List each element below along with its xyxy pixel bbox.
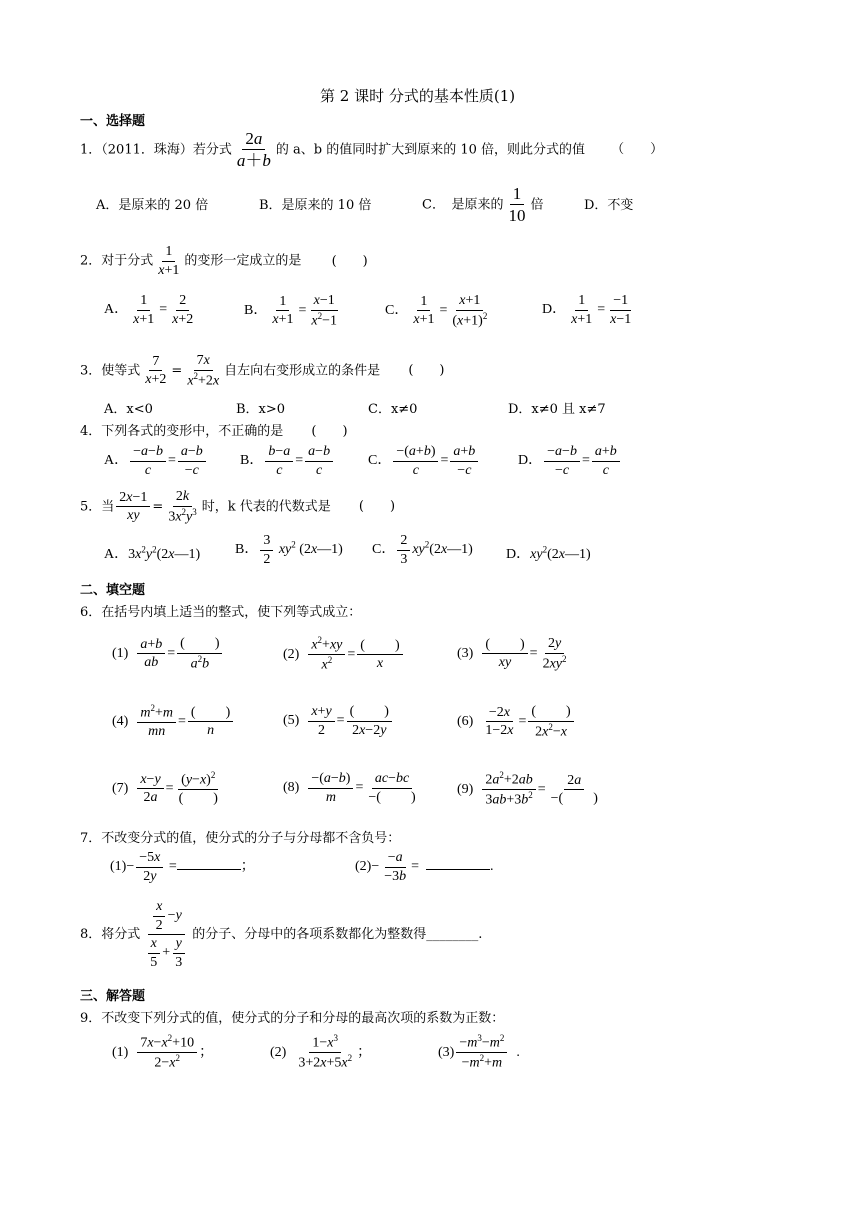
q2-option-d: D． $\frac{1}{x+1}$ = $\frac{-1}{x-1}$ bbox=[542, 293, 632, 327]
q1-option-c-frac: $\frac{1}{10}$ bbox=[508, 184, 526, 226]
q2-post: 的变形一定成立的是 bbox=[184, 253, 302, 269]
q1-option-c-pre: C． 是原来的 bbox=[422, 197, 504, 213]
question-5: 5．当 $\frac{2x-1}{xy}$ = $\frac{2k}{3x^2y^3}$ 时，k 代表的代数式是 ( ) bbox=[80, 489, 396, 525]
section-heading-answer: 三、解答题 bbox=[80, 989, 146, 1004]
q6-item-3: (3) $\frac{( )}{xy}$ = $\frac{2y}{2xy^2}$ bbox=[457, 636, 567, 672]
q9-item-1: (1) $\frac{7x-x^2+10}{2-x^2}$ ； bbox=[112, 1033, 214, 1071]
q5-frac-left: $\frac{2x-1}{xy}$ bbox=[116, 489, 150, 525]
q5-option-c: C． $\frac{2}{3}$ $xy^2(2x—1)$ bbox=[372, 533, 473, 567]
q1-post: 的 a、b 的值同时扩大到原来的 10 倍，则此分式的值 bbox=[275, 142, 586, 158]
q4-option-d: D． $\frac{-a-b}{-c}$ = $\frac{a+b}{c}$ bbox=[518, 443, 622, 479]
q6-item-7: (7) $\frac{x-y}{2a}$ = $\frac{(y-x)^2}{( )}$ bbox=[112, 770, 218, 807]
q6-item-6: (6) $\frac{-2x}{1-2x}$ = $\frac{( )}{2x^2-x}$ bbox=[457, 703, 576, 741]
q1-option-c-post: 倍 bbox=[530, 197, 544, 213]
q1-option-a: A．是原来的 20 倍 bbox=[96, 198, 209, 213]
question-2 bbox=[80, 243, 368, 279]
q4-text: 4．下列各式的变形中，不正确的是 bbox=[80, 424, 284, 439]
q6-item-8: (8) $\frac{-(a-b)}{m}$ = $\frac{ac-bc}{-( )}$ bbox=[283, 771, 416, 805]
q6-item-4: (4) $\frac{m^2+m}{mn}$ = $\frac{( )}{n}$ bbox=[112, 703, 235, 741]
q3-frac-right: $\frac{7x}{x^2+2x}$ bbox=[187, 353, 220, 389]
question-6: 6．在括号内填上适当的整式，使下列等式成立： bbox=[80, 605, 362, 620]
q6-item-2: (2) $\frac{x^2+xy}{x^2}$ = $\frac{( )}{x}$ bbox=[283, 635, 405, 674]
q1-paren: （ ） bbox=[611, 142, 664, 158]
q8-post: 的分子、分母中的各项系数都化为整数得________. bbox=[192, 927, 483, 942]
q3-option-a: A．x<0 bbox=[104, 402, 153, 417]
q3-option-c: C．x≠0 bbox=[368, 402, 418, 417]
q1-pre: 1．（2011．珠海）若分式 bbox=[80, 142, 232, 158]
q4-option-b: B． $\frac{b-a}{c}$ = $\frac{a-b}{c}$ bbox=[240, 443, 335, 479]
q2-option-a: A． $\frac{1}{x+1}$ = $\frac{2}{x+2}$ bbox=[104, 293, 194, 327]
question-3: 3．使等式 $\frac{7}{x+2}$ = $\frac{7x}{x^2+2x}$ 自左向右变形成立的条件是 ( ) bbox=[80, 353, 445, 389]
q3-paren: ( ) bbox=[408, 363, 445, 379]
q8-compound-fraction: $\frac{x}{2}$ −y $\frac{x}{5}$ + $\frac{y}{3}$ bbox=[142, 898, 190, 971]
q2-fraction: $\frac{1}{x+1}$ bbox=[158, 244, 180, 278]
q5-frac-right: $\frac{2k}{3x^2y^3}$ bbox=[168, 489, 197, 525]
q5-pre: 5．当 bbox=[80, 499, 115, 515]
q3-frac-left: $\frac{7}{x+2}$ bbox=[145, 353, 167, 388]
q5-option-d: D．$xy^2(2x—1)$ bbox=[506, 544, 591, 562]
q4-paren: ( ) bbox=[311, 424, 348, 439]
q9-item-2: (2) $\frac{1-x^3}{3+2x+5x^2}$ ； bbox=[270, 1033, 372, 1071]
q5-option-b: B． $\frac{3}{2}$ $xy^2$ (2x—1) bbox=[235, 533, 343, 567]
q6-item-9: (9) $\frac{2a^2+2ab}{3ab+3b^2}$ = $\frac{2a}{-( )}$ bbox=[457, 770, 598, 808]
q8-pre: 8．将分式 bbox=[80, 927, 141, 942]
q3-post: 自左向右变形成立的条件是 bbox=[224, 363, 381, 379]
q3-pre: 3．使等式 bbox=[80, 363, 141, 379]
question-1 bbox=[80, 128, 663, 172]
question-8 bbox=[80, 898, 482, 971]
q5-option-a: A．$3x^2y^2(2x—1)$ bbox=[104, 544, 201, 562]
q1-option-b: B．是原来的 10 倍 bbox=[259, 198, 372, 213]
q2-option-b: B． $\frac{1}{x+1}$ = $\frac{x-1}{x^2-1}$ bbox=[244, 293, 337, 329]
question-4 bbox=[80, 420, 348, 439]
q2-pre: 2．对于分式 bbox=[80, 253, 154, 269]
page-title: 第 2 课时 分式的基本性质(1) bbox=[320, 87, 516, 105]
q3-option-d: D．x≠0 且 x≠7 bbox=[508, 402, 606, 417]
q7-item-2: (2)− $\frac{-a}{-3b}$ = . bbox=[355, 850, 494, 884]
q3-option-b: B．x>0 bbox=[236, 402, 286, 417]
q7-item-1: (1)− $\frac{-5x}{2y}$ = ； bbox=[110, 850, 255, 884]
q6-item-1: (1) $\frac{a+b}{ab}$ = $\frac{( )}{a^2b}$ bbox=[112, 635, 224, 673]
q5-paren: ( ) bbox=[358, 499, 396, 515]
q4-option-a: A． $\frac{-a-b}{c}$ = $\frac{a-b}{-c}$ bbox=[104, 443, 208, 479]
q2-paren: ( ) bbox=[331, 253, 368, 269]
question-9: 9．不改变下列分式的值，使分式的分子和分母的最高次项的系数为正数： bbox=[80, 1011, 505, 1026]
q2-option-c: C． $\frac{1}{x+1}$ = $\frac{x+1}{(x+1)^2}$ bbox=[385, 293, 488, 329]
q1-option-c bbox=[422, 183, 543, 227]
q6-item-5: (5) $\frac{x+y}{2}$ = $\frac{( )}{2x-2y}$ bbox=[283, 703, 394, 739]
q4-option-c: C． $\frac{-(a+b)}{c}$ = $\frac{a+b}{-c}$ bbox=[368, 443, 480, 479]
section-heading-choice: 一、选择题 bbox=[80, 114, 146, 129]
section-heading-fill: 二、填空题 bbox=[80, 583, 146, 598]
question-7: 7．不改变分式的值，使分式的分子与分母都不含负号： bbox=[80, 831, 401, 846]
q1-option-d: D．不变 bbox=[584, 198, 634, 213]
q9-item-3: (3) $\frac{-m^3-m^2}{-m^2+m}$ . bbox=[438, 1033, 520, 1071]
q1-fraction: $\frac{2a}{a+b}$ bbox=[236, 129, 271, 171]
q5-post: 时，k 代表的代数式是 bbox=[201, 499, 331, 515]
